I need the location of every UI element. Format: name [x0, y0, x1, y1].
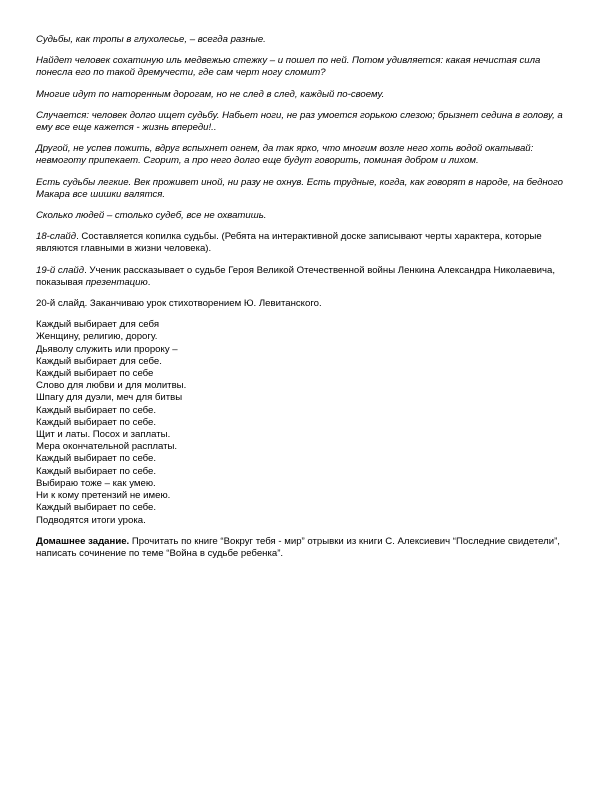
paragraph-7: Сколько людей – столько судеб, все не охватишь.	[36, 210, 267, 222]
slide-18-text: . Составляется копилка судьбы. (Ребята на интерактивной доске записывают черты характера, которые являются главными в жизни человека).	[36, 231, 542, 255]
poem-line: Каждый выбирает для себя	[36, 319, 160, 331]
paragraph-4: Случается: человек долго ищет судьбу. Набьет ноги, не раз умоется горькою слезою; брызнет седина в голову, а ему все еще кажется - жизнь впереди!..	[36, 109, 563, 134]
paragraph-2: Найдет человек сохатиную иль медвежью стежку – и пошел по ней. Потом удивляется: какая нечистая сила понесла его по такой дремучести, где сам черт ногу сломит?	[36, 55, 541, 79]
poem-line: Щит и латы. Посох и заплаты.	[36, 429, 171, 441]
poem-line: Каждый выбирает для себе.	[36, 355, 162, 367]
document-page	[36, 34, 576, 569]
poem-line: Каждый выбирает по себе.	[36, 453, 157, 465]
slide-19-paragraph	[36, 265, 576, 289]
slide-18-paragraph	[36, 231, 576, 255]
slide-18-label: 18-слайд	[36, 231, 77, 243]
homework-text: Прочитать по книге “Вокруг тебя - мир” отрывки из книги С. Алексиевич “Последние свидетели”, написать сочинение по теме “Война в судьбе ребенка”.	[36, 535, 560, 559]
slide-19-label: 19-й слайд	[36, 264, 85, 276]
poem	[36, 319, 576, 526]
poem-line: Подводятся итоги урока.	[36, 514, 146, 526]
slide-20-paragraph: 20-й слайд. Заканчиваю урок стихотворением Ю. Левитанского.	[36, 298, 322, 310]
paragraph-5: Другой, не успев пожить, вдруг вспыхнет огнем, да так ярко, что многим возле него хоть водой окатывай: невмоготу припекает. Сгорит, а про него долго еще будут говорить, поминая добром и лихом.	[36, 143, 534, 167]
poem-line: Шпагу для дуэли, меч для битвы	[36, 392, 183, 404]
slide-19-text: . Ученик рассказывает о судьбе Героя Великой Отечественной войны Ленкина Александра Николаевича, показывая	[36, 264, 555, 288]
poem-line: Мера окончательной расплаты.	[36, 441, 178, 453]
homework-paragraph	[36, 536, 576, 560]
paragraph-6: Есть судьбы легкие. Век проживет иной, ни разу не охнув. Есть трудные, когда, как говорят в народе, на бедного Макара все шишки валятся.	[36, 176, 563, 200]
poem-line: Женщину, религию, дорогу.	[36, 331, 158, 343]
poem-line: Дьяволу служить или пророку –	[36, 343, 178, 355]
poem-line: Каждый выбирает по себе.	[36, 416, 157, 428]
homework-label: Домашнее задание.	[36, 535, 130, 547]
paragraph-1: Судьбы, как тропы в глухолесье, – всегда разные.	[36, 34, 266, 45]
presentation-link[interactable]: презентацию	[85, 276, 148, 288]
poem-line: Выбираю тоже – как умею.	[36, 477, 156, 489]
paragraph-3: Многие идут по наторенным дорогам, но не след в след, каждый по-своему.	[36, 88, 385, 100]
poem-line: Каждый выбирает по себе	[36, 368, 154, 380]
poem-line: Ни к кому претензий не имею.	[36, 490, 171, 502]
poem-line: Каждый выбирает по себе.	[36, 465, 157, 477]
poem-line: Каждый выбирает по себе.	[36, 502, 157, 514]
poem-line: Слово для любви и для молитвы.	[36, 380, 187, 392]
slide-19-end: .	[147, 276, 151, 288]
poem-line: Каждый выбирает по себе.	[36, 404, 157, 416]
